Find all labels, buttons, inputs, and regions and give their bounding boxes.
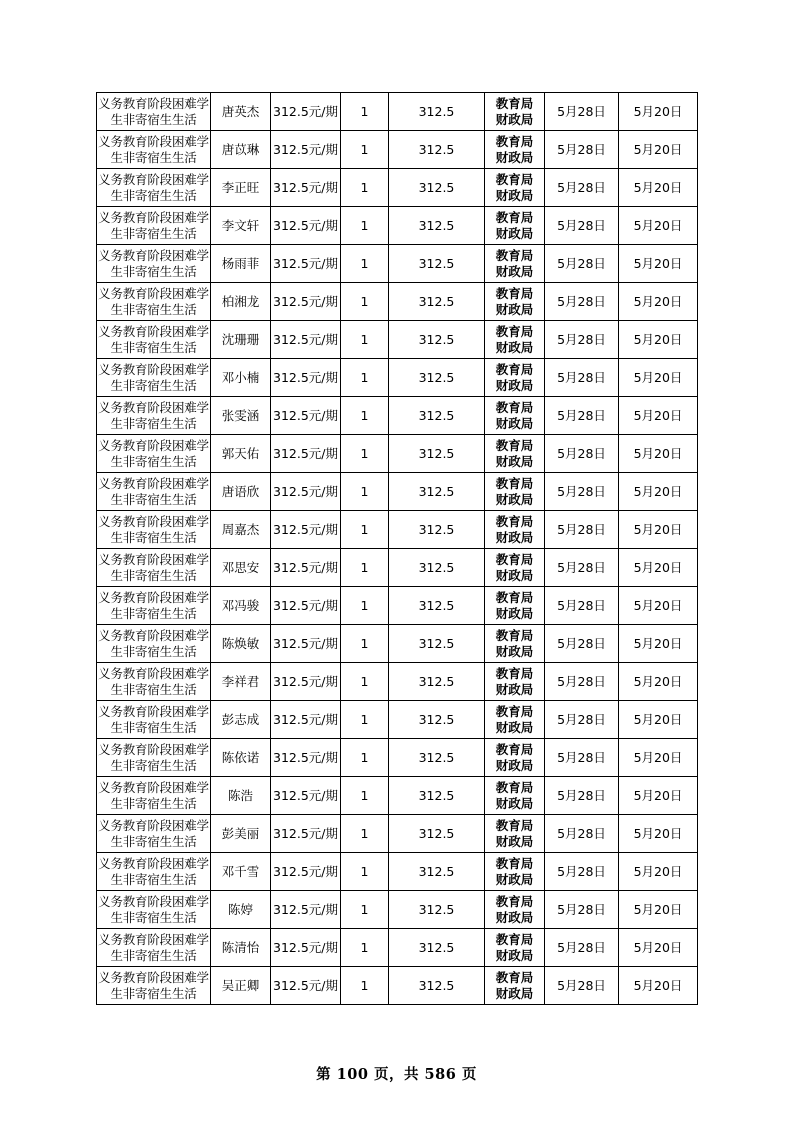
cell-department: 教育局 财政局 xyxy=(485,397,545,435)
cell-name: 彭志成 xyxy=(211,701,271,739)
cell-amount: 312.5 xyxy=(389,93,485,131)
cell-date-two: 5月20日 xyxy=(619,131,698,169)
cell-standard: 312.5元/期 xyxy=(271,815,341,853)
cell-name: 陈焕敏 xyxy=(211,625,271,663)
cell-standard: 312.5元/期 xyxy=(271,701,341,739)
cell-date-one: 5月28日 xyxy=(545,549,619,587)
cell-department: 教育局 财政局 xyxy=(485,625,545,663)
cell-amount: 312.5 xyxy=(389,245,485,283)
cell-amount: 312.5 xyxy=(389,739,485,777)
cell-department: 教育局 财政局 xyxy=(485,473,545,511)
cell-count: 1 xyxy=(341,473,389,511)
cell-department: 教育局 财政局 xyxy=(485,321,545,359)
cell-name: 唐语欣 xyxy=(211,473,271,511)
cell-item: 义务教育阶段困难学生非寄宿生生活 xyxy=(97,131,211,169)
cell-amount: 312.5 xyxy=(389,169,485,207)
table-row xyxy=(97,549,698,587)
cell-department: 教育局 财政局 xyxy=(485,131,545,169)
table-row xyxy=(97,473,698,511)
page-footer: 第 100 页，共 586 页 xyxy=(316,1066,477,1083)
cell-date-two: 5月20日 xyxy=(619,473,698,511)
cell-date-two: 5月20日 xyxy=(619,359,698,397)
cell-standard: 312.5元/期 xyxy=(271,283,341,321)
table-row xyxy=(97,663,698,701)
cell-standard: 312.5元/期 xyxy=(271,397,341,435)
cell-department: 教育局 财政局 xyxy=(485,587,545,625)
table-row xyxy=(97,397,698,435)
cell-date-two: 5月20日 xyxy=(619,93,698,131)
cell-amount: 312.5 xyxy=(389,663,485,701)
table-row xyxy=(97,359,698,397)
cell-name: 沈珊珊 xyxy=(211,321,271,359)
cell-name: 陈婷 xyxy=(211,891,271,929)
cell-standard: 312.5元/期 xyxy=(271,207,341,245)
cell-item: 义务教育阶段困难学生非寄宿生生活 xyxy=(97,435,211,473)
cell-item: 义务教育阶段困难学生非寄宿生生活 xyxy=(97,587,211,625)
cell-standard: 312.5元/期 xyxy=(271,359,341,397)
cell-amount: 312.5 xyxy=(389,511,485,549)
cell-count: 1 xyxy=(341,207,389,245)
cell-department: 教育局 财政局 xyxy=(485,435,545,473)
cell-item: 义务教育阶段困难学生非寄宿生生活 xyxy=(97,359,211,397)
cell-count: 1 xyxy=(341,321,389,359)
table-row xyxy=(97,169,698,207)
cell-date-one: 5月28日 xyxy=(545,891,619,929)
cell-name: 邓思安 xyxy=(211,549,271,587)
cell-standard: 312.5元/期 xyxy=(271,473,341,511)
cell-standard: 312.5元/期 xyxy=(271,967,341,1005)
table-row xyxy=(97,435,698,473)
cell-date-two: 5月20日 xyxy=(619,397,698,435)
cell-date-one: 5月28日 xyxy=(545,321,619,359)
cell-date-one: 5月28日 xyxy=(545,169,619,207)
cell-name: 唐英杰 xyxy=(211,93,271,131)
cell-standard: 312.5元/期 xyxy=(271,93,341,131)
cell-amount: 312.5 xyxy=(389,435,485,473)
cell-name: 邓千雪 xyxy=(211,853,271,891)
cell-department: 教育局 财政局 xyxy=(485,853,545,891)
cell-amount: 312.5 xyxy=(389,207,485,245)
table-row xyxy=(97,131,698,169)
cell-count: 1 xyxy=(341,853,389,891)
cell-date-two: 5月20日 xyxy=(619,777,698,815)
cell-count: 1 xyxy=(341,549,389,587)
cell-standard: 312.5元/期 xyxy=(271,663,341,701)
cell-department: 教育局 财政局 xyxy=(485,777,545,815)
cell-date-one: 5月28日 xyxy=(545,93,619,131)
table-row xyxy=(97,701,698,739)
cell-department: 教育局 财政局 xyxy=(485,549,545,587)
cell-department: 教育局 财政局 xyxy=(485,359,545,397)
cell-date-one: 5月28日 xyxy=(545,511,619,549)
cell-item: 义务教育阶段困难学生非寄宿生生活 xyxy=(97,207,211,245)
cell-count: 1 xyxy=(341,777,389,815)
cell-standard: 312.5元/期 xyxy=(271,435,341,473)
cell-date-one: 5月28日 xyxy=(545,245,619,283)
cell-count: 1 xyxy=(341,131,389,169)
cell-date-two: 5月20日 xyxy=(619,435,698,473)
cell-standard: 312.5元/期 xyxy=(271,853,341,891)
table-row xyxy=(97,207,698,245)
cell-count: 1 xyxy=(341,359,389,397)
cell-standard: 312.5元/期 xyxy=(271,777,341,815)
table-row xyxy=(97,777,698,815)
cell-item: 义务教育阶段困难学生非寄宿生生活 xyxy=(97,397,211,435)
cell-department: 教育局 财政局 xyxy=(485,891,545,929)
cell-date-one: 5月28日 xyxy=(545,359,619,397)
cell-item: 义务教育阶段困难学生非寄宿生生活 xyxy=(97,473,211,511)
cell-name: 邓冯骏 xyxy=(211,587,271,625)
cell-item: 义务教育阶段困难学生非寄宿生生活 xyxy=(97,701,211,739)
cell-date-two: 5月20日 xyxy=(619,169,698,207)
cell-count: 1 xyxy=(341,891,389,929)
cell-item: 义务教育阶段困难学生非寄宿生生活 xyxy=(97,663,211,701)
cell-item: 义务教育阶段困难学生非寄宿生生活 xyxy=(97,549,211,587)
cell-amount: 312.5 xyxy=(389,967,485,1005)
cell-standard: 312.5元/期 xyxy=(271,321,341,359)
cell-amount: 312.5 xyxy=(389,397,485,435)
cell-date-two: 5月20日 xyxy=(619,625,698,663)
cell-department: 教育局 财政局 xyxy=(485,701,545,739)
cell-item: 义务教育阶段困难学生非寄宿生生活 xyxy=(97,777,211,815)
cell-amount: 312.5 xyxy=(389,359,485,397)
cell-count: 1 xyxy=(341,625,389,663)
cell-name: 李文轩 xyxy=(211,207,271,245)
cell-amount: 312.5 xyxy=(389,891,485,929)
cell-department: 教育局 财政局 xyxy=(485,245,545,283)
cell-department: 教育局 财政局 xyxy=(485,93,545,131)
cell-date-two: 5月20日 xyxy=(619,853,698,891)
cell-item: 义务教育阶段困难学生非寄宿生生活 xyxy=(97,891,211,929)
cell-item: 义务教育阶段困难学生非寄宿生生活 xyxy=(97,625,211,663)
cell-item: 义务教育阶段困难学生非寄宿生生活 xyxy=(97,815,211,853)
cell-item: 义务教育阶段困难学生非寄宿生生活 xyxy=(97,169,211,207)
cell-name: 杨雨菲 xyxy=(211,245,271,283)
cell-name: 彭美丽 xyxy=(211,815,271,853)
cell-standard: 312.5元/期 xyxy=(271,169,341,207)
cell-amount: 312.5 xyxy=(389,777,485,815)
cell-name: 李祥君 xyxy=(211,663,271,701)
cell-count: 1 xyxy=(341,93,389,131)
cell-count: 1 xyxy=(341,967,389,1005)
cell-count: 1 xyxy=(341,929,389,967)
cell-name: 张雯涵 xyxy=(211,397,271,435)
cell-standard: 312.5元/期 xyxy=(271,929,341,967)
cell-item: 义务教育阶段困难学生非寄宿生生活 xyxy=(97,283,211,321)
cell-count: 1 xyxy=(341,245,389,283)
table-row xyxy=(97,815,698,853)
cell-date-two: 5月20日 xyxy=(619,549,698,587)
table-row xyxy=(97,587,698,625)
cell-amount: 312.5 xyxy=(389,473,485,511)
cell-date-two: 5月20日 xyxy=(619,245,698,283)
cell-standard: 312.5元/期 xyxy=(271,131,341,169)
cell-date-two: 5月20日 xyxy=(619,739,698,777)
cell-date-one: 5月28日 xyxy=(545,397,619,435)
cell-date-one: 5月28日 xyxy=(545,853,619,891)
cell-date-two: 5月20日 xyxy=(619,321,698,359)
cell-date-two: 5月20日 xyxy=(619,891,698,929)
cell-name: 陈浩 xyxy=(211,777,271,815)
cell-department: 教育局 财政局 xyxy=(485,207,545,245)
cell-standard: 312.5元/期 xyxy=(271,549,341,587)
cell-date-one: 5月28日 xyxy=(545,777,619,815)
cell-amount: 312.5 xyxy=(389,701,485,739)
cell-count: 1 xyxy=(341,739,389,777)
cell-count: 1 xyxy=(341,511,389,549)
cell-name: 陈依诺 xyxy=(211,739,271,777)
cell-department: 教育局 财政局 xyxy=(485,929,545,967)
cell-name: 邓小楠 xyxy=(211,359,271,397)
cell-count: 1 xyxy=(341,169,389,207)
cell-date-two: 5月20日 xyxy=(619,511,698,549)
cell-count: 1 xyxy=(341,435,389,473)
cell-count: 1 xyxy=(341,663,389,701)
cell-item: 义务教育阶段困难学生非寄宿生生活 xyxy=(97,967,211,1005)
cell-amount: 312.5 xyxy=(389,131,485,169)
cell-date-one: 5月28日 xyxy=(545,815,619,853)
cell-item: 义务教育阶段困难学生非寄宿生生活 xyxy=(97,853,211,891)
cell-count: 1 xyxy=(341,397,389,435)
cell-date-one: 5月28日 xyxy=(545,131,619,169)
table-row xyxy=(97,511,698,549)
cell-date-two: 5月20日 xyxy=(619,207,698,245)
table-body xyxy=(97,93,698,1005)
cell-date-two: 5月20日 xyxy=(619,967,698,1005)
cell-name: 李正旺 xyxy=(211,169,271,207)
cell-date-one: 5月28日 xyxy=(545,435,619,473)
cell-amount: 312.5 xyxy=(389,625,485,663)
cell-item: 义务教育阶段困难学生非寄宿生生活 xyxy=(97,511,211,549)
cell-amount: 312.5 xyxy=(389,853,485,891)
table-row xyxy=(97,321,698,359)
cell-date-one: 5月28日 xyxy=(545,739,619,777)
cell-date-one: 5月28日 xyxy=(545,283,619,321)
cell-date-one: 5月28日 xyxy=(545,625,619,663)
cell-amount: 312.5 xyxy=(389,815,485,853)
table-row xyxy=(97,891,698,929)
cell-department: 教育局 财政局 xyxy=(485,663,545,701)
cell-department: 教育局 财政局 xyxy=(485,283,545,321)
cell-amount: 312.5 xyxy=(389,587,485,625)
cell-name: 周嘉杰 xyxy=(211,511,271,549)
cell-item: 义务教育阶段困难学生非寄宿生生活 xyxy=(97,321,211,359)
cell-date-two: 5月20日 xyxy=(619,815,698,853)
cell-department: 教育局 财政局 xyxy=(485,169,545,207)
cell-date-two: 5月20日 xyxy=(619,701,698,739)
cell-standard: 312.5元/期 xyxy=(271,245,341,283)
cell-standard: 312.5元/期 xyxy=(271,891,341,929)
cell-name: 吴正卿 xyxy=(211,967,271,1005)
cell-amount: 312.5 xyxy=(389,321,485,359)
cell-date-one: 5月28日 xyxy=(545,929,619,967)
cell-date-two: 5月20日 xyxy=(619,283,698,321)
cell-item: 义务教育阶段困难学生非寄宿生生活 xyxy=(97,739,211,777)
cell-count: 1 xyxy=(341,283,389,321)
cell-standard: 312.5元/期 xyxy=(271,587,341,625)
cell-amount: 312.5 xyxy=(389,549,485,587)
table-row xyxy=(97,739,698,777)
cell-date-two: 5月20日 xyxy=(619,929,698,967)
table-row xyxy=(97,853,698,891)
cell-item: 义务教育阶段困难学生非寄宿生生活 xyxy=(97,245,211,283)
table-row xyxy=(97,967,698,1005)
cell-amount: 312.5 xyxy=(389,283,485,321)
cell-count: 1 xyxy=(341,587,389,625)
cell-date-one: 5月28日 xyxy=(545,663,619,701)
cell-item: 义务教育阶段困难学生非寄宿生生活 xyxy=(97,929,211,967)
cell-standard: 312.5元/期 xyxy=(271,625,341,663)
cell-count: 1 xyxy=(341,701,389,739)
cell-name: 陈清怡 xyxy=(211,929,271,967)
cell-name: 唐苡琳 xyxy=(211,131,271,169)
table-row xyxy=(97,283,698,321)
table-row xyxy=(97,929,698,967)
cell-count: 1 xyxy=(341,815,389,853)
cell-department: 教育局 财政局 xyxy=(485,739,545,777)
cell-department: 教育局 财政局 xyxy=(485,967,545,1005)
table-row xyxy=(97,93,698,131)
cell-date-two: 5月20日 xyxy=(619,663,698,701)
cell-department: 教育局 财政局 xyxy=(485,511,545,549)
cell-date-two: 5月20日 xyxy=(619,587,698,625)
table-row xyxy=(97,625,698,663)
cell-date-one: 5月28日 xyxy=(545,473,619,511)
subsidy-table xyxy=(96,92,698,1005)
cell-standard: 312.5元/期 xyxy=(271,511,341,549)
cell-amount: 312.5 xyxy=(389,929,485,967)
cell-standard: 312.5元/期 xyxy=(271,739,341,777)
cell-department: 教育局 财政局 xyxy=(485,815,545,853)
cell-name: 郭天佑 xyxy=(211,435,271,473)
cell-name: 柏湘龙 xyxy=(211,283,271,321)
table-row xyxy=(97,245,698,283)
cell-date-one: 5月28日 xyxy=(545,587,619,625)
cell-date-one: 5月28日 xyxy=(545,967,619,1005)
cell-item: 义务教育阶段困难学生非寄宿生生活 xyxy=(97,93,211,131)
cell-date-one: 5月28日 xyxy=(545,701,619,739)
cell-date-one: 5月28日 xyxy=(545,207,619,245)
